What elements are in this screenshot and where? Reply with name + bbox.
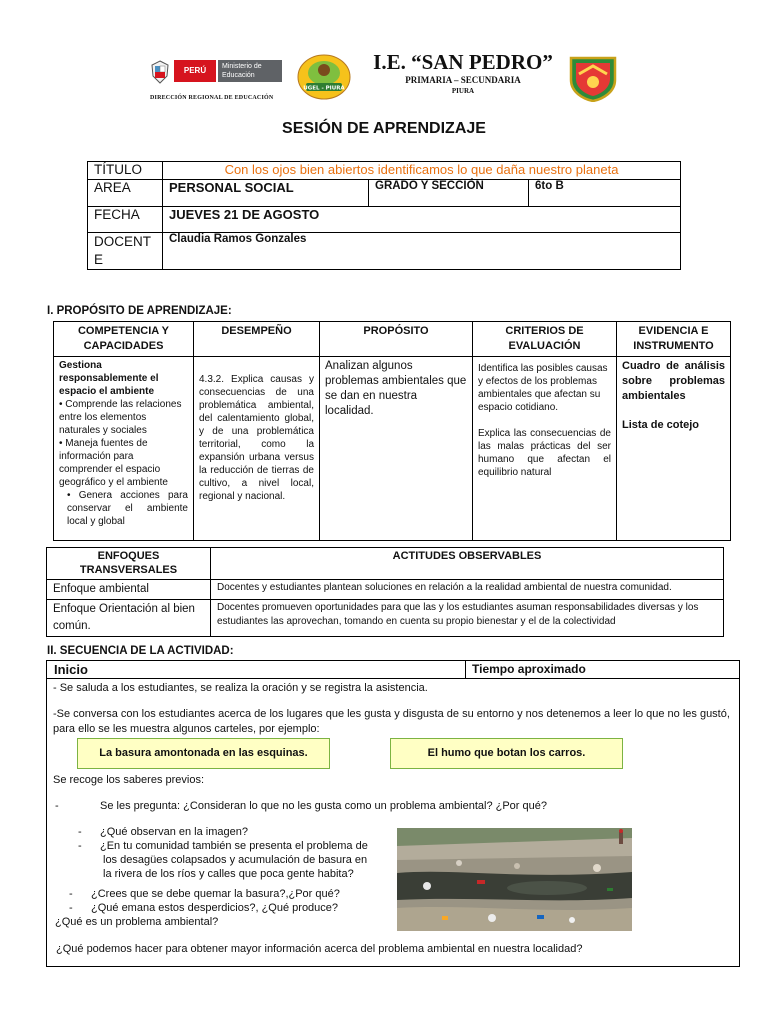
paragraph-saludo: - Se saluda a los estudiantes, se realiza la oración y se registra la asistencia. (53, 682, 428, 694)
header-desempeno: DESEMPEÑO (194, 322, 320, 357)
question-item: ¿Qué observan en la imagen? (100, 826, 248, 838)
secuencia-heading: II. SECUENCIA DE LA ACTIVIDAD: (47, 645, 234, 657)
actitud-bien-comun: Docentes promueven oportunidades para que las y los estudiantes asuman responsabilidades diversas y los estudiantes las aprovechan, tomando en cuenta su propio bienestar y el de la colectividad (211, 600, 724, 637)
session-info-table (87, 161, 681, 270)
question-dash: - (78, 840, 82, 852)
capacidad-item: • Comprende las relaciones entre los elementos naturales y sociales (59, 399, 182, 436)
question-item: ¿Crees que se debe quemar la basura?,¿Por qué? (91, 888, 340, 900)
question-item: ¿Qué emana estos desperdicios?, ¿Qué produce? (91, 902, 339, 914)
enfoque-bien-comun: Enfoque Orientación al bien común. (47, 600, 211, 637)
question-item: ¿Qué es un problema ambiental? (55, 916, 219, 928)
actitud-ambiental: Docentes y estudiantes plantean soluciones en relación a la realidad ambiental de nuestra comunidad. (211, 580, 724, 600)
question-item: la rivera de los ríos y calles que poca gente habita? (103, 868, 354, 880)
polluted-river-image (397, 828, 632, 931)
grado-label: GRADO Y SECCIÓN (369, 180, 529, 207)
question-dash: - (78, 826, 82, 838)
enfoque-ambiental: Enfoque ambiental (47, 580, 211, 600)
competencia-cell (54, 357, 194, 541)
ministry-logo (150, 55, 290, 93)
criterios-cell (473, 357, 617, 541)
docente-value: Claudia Ramos Gonzales (163, 233, 681, 270)
capacidad-item: • Maneja fuentes de información para comprender el espacio geográfico y el ambiente (59, 438, 168, 488)
proposito-table (53, 321, 731, 541)
ugel-text: UGEL - PIURA (303, 85, 345, 92)
school-levels: PRIMARIA – SECUNDARIA (405, 75, 521, 85)
header-enfoques: ENFOQUES TRANSVERSALES (47, 548, 211, 580)
fecha-label: FECHA (88, 207, 163, 233)
header-proposito: PROPÓSITO (320, 322, 473, 357)
desempeno-cell: 4.3.2. Explica causas y consecuencias de una problemática ambiental, del calentamiento global, y de una problemática territorial, como la expansión urbana versus la reducción de tierras de cultivo, a nivel local, regional y nacional. (194, 357, 320, 541)
paragraph-final: ¿Qué podemos hacer para obtener mayor información acerca del problema ambiental en nuestra localidad? (56, 943, 583, 955)
competencia-title: Gestiona responsablemente el espacio el ambiente (59, 360, 159, 397)
proposito-cell: Analizan algunos problemas ambientales que se dan en nuestra localidad. (320, 357, 473, 541)
school-name: I.E. “SAN PEDRO” (373, 50, 553, 74)
evidencia-2: Lista de cotejo (622, 419, 700, 431)
school-city: PIURA (451, 87, 475, 95)
secuencia-header-row (46, 660, 740, 679)
evidencia-cell (617, 357, 731, 541)
docente-label-line-2: E (94, 252, 104, 267)
paragraph-conversa: -Se conversa con los estudiantes acerca de los lugares que les gusta y disgusta de su entorno y nos detenemos a leer lo que no les gustó, para ello se les muestra algunos carteles, por ejemplo: (53, 708, 730, 735)
question-dash: - (69, 888, 73, 900)
peru-coat-of-arms-icon (150, 60, 170, 84)
inicio-label: Inicio (54, 662, 88, 677)
cartel-humo: El humo que botan los carros. (390, 738, 623, 769)
peru-label: PERÚ (174, 60, 216, 82)
header-actitudes: ACTITUDES OBSERVABLES (211, 548, 724, 580)
proposito-heading: I. PROPÓSITO DE APRENDIZAJE: (47, 305, 232, 317)
docente-label-line-1: DOCENT (94, 234, 151, 249)
school-shield-logo (567, 54, 619, 102)
header-competencia: COMPETENCIA Y CAPACIDADES (54, 322, 194, 357)
evidencia-1: Cuadro de análisis sobre problemas ambientales (622, 360, 725, 402)
header-evidencia: EVIDENCIA E INSTRUMENTO (617, 322, 731, 357)
criterio-2: Explica las consecuencias de las malas prácticas del ser humano que afectan el equilibrio natural (478, 428, 611, 478)
grado-value: 6to B (529, 180, 681, 207)
ugel-logo (296, 53, 352, 101)
secuencia-header-divider (465, 660, 466, 679)
area-value: PERSONAL SOCIAL (163, 180, 369, 207)
garbage-photo (397, 828, 632, 931)
docente-label (88, 233, 163, 270)
tiempo-label: Tiempo aproximado (472, 662, 586, 676)
fecha-value: JUEVES 21 DE AGOSTO (163, 207, 681, 233)
criterio-1: Identifica las posibles causas y efectos de los problemas ambientales que afectan su espacio cotidiano. (478, 363, 608, 413)
question-main: Se les pregunta: ¿Consideran lo que no les gusta como un problema ambiental? ¿Por qué? (100, 800, 547, 812)
enfoques-table (46, 547, 724, 637)
capacidad-item: • Genera acciones para conservar el ambiente local y global (67, 490, 188, 527)
header-criterios: CRITERIOS DE EVALUACIÓN (473, 322, 617, 357)
titulo-label: TÍTULO (88, 162, 163, 180)
question-dash: - (69, 902, 73, 914)
question-dash: - (55, 800, 59, 812)
paragraph-saberes: Se recoge los saberes previos: (53, 774, 205, 786)
cartel-basura: La basura amontonada en las esquinas. (77, 738, 330, 769)
page-title: SESIÓN DE APRENDIZAJE (282, 120, 486, 137)
area-label: AREA (88, 180, 163, 207)
titulo-value: Con los ojos bien abiertos identificamos lo que daña nuestro planeta (163, 162, 681, 180)
question-item: los desagües colapsados y acumulación de basura en (103, 854, 368, 866)
regional-direction-label: DIRECCIÓN REGIONAL DE EDUCACIÓN (150, 95, 274, 101)
ministry-label: Ministerio de Educación (218, 60, 282, 82)
question-item: ¿En tu comunidad también se presenta el problema de (100, 840, 368, 852)
